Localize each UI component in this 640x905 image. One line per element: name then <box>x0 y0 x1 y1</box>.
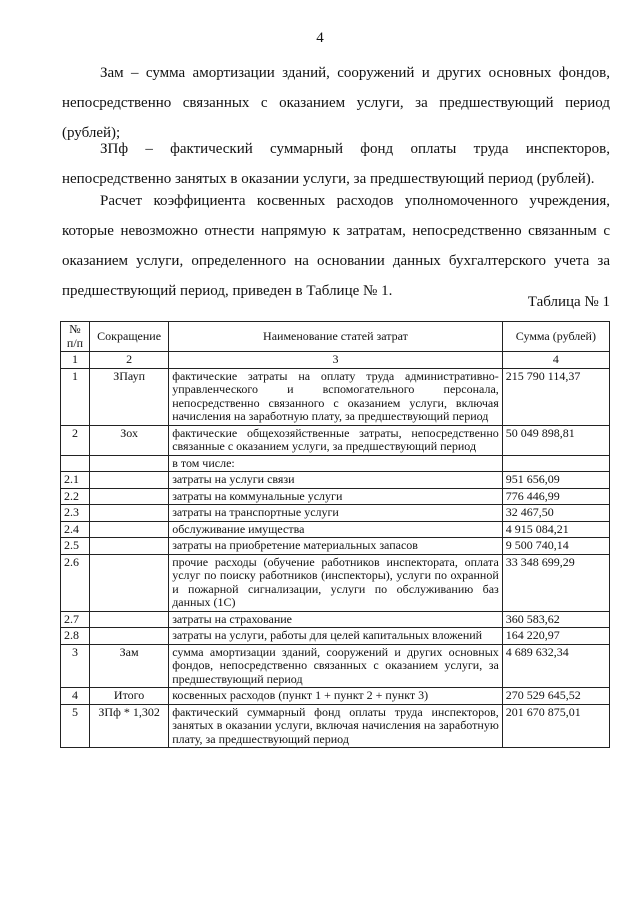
cell-abbreviation <box>90 628 169 645</box>
cell-num: 2.3 <box>61 505 90 522</box>
cost-table <box>60 321 610 748</box>
page-number: 4 <box>316 30 324 46</box>
cell-num: 1 <box>61 368 90 425</box>
cell-sum: 9 500 740,14 <box>502 538 609 555</box>
table-header-row <box>61 322 610 352</box>
cell-sum: 33 348 699,29 <box>502 554 609 611</box>
cell-cost-name: фактический суммарный фонд оплаты труда инспекторов, занятых в оказании услуги, включая начисления на заработную плату, за предшествующий период <box>169 704 503 748</box>
paragraph-calculation-note: Расчет коэффициента косвенных расходов уполномоченного учреждения, которые невозможно отнести напрямую к затратам, непосредственно связанным с оказанием услуги, определенного на основании данных бухгалтерского учета за предшествующий период, приведен в Таблице № 1. <box>62 193 610 299</box>
cell-num: 5 <box>61 704 90 748</box>
cell-abbreviation <box>90 455 169 472</box>
table-row <box>61 472 610 489</box>
table-row <box>61 425 610 455</box>
cell-abbreviation <box>90 538 169 555</box>
cell-num: 2 <box>61 425 90 455</box>
column-index-row <box>61 352 610 369</box>
cell-num: 2.1 <box>61 472 90 489</box>
cell-abbreviation: ЗПауп <box>90 368 169 425</box>
cell-abbreviation: Итого <box>90 688 169 705</box>
cell-sum: 50 049 898,81 <box>502 425 609 455</box>
header-abbreviation: Сокращение <box>90 322 169 352</box>
cell-sum: 4 915 084,21 <box>502 521 609 538</box>
cell-cost-name: прочие расходы (обучение работников инспектората, оплата услуг по поиску работников (инспекторы), услуги по охранной и пожарной сигнализации, услуги по обслуживанию баз данных (1С) <box>169 554 503 611</box>
cell-abbreviation: Зох <box>90 425 169 455</box>
header-num: № п/п <box>61 322 90 352</box>
cell-abbreviation: ЗПф * 1,302 <box>90 704 169 748</box>
cell-sum: 201 670 875,01 <box>502 704 609 748</box>
cell-num: 2.2 <box>61 488 90 505</box>
cell-abbreviation <box>90 521 169 538</box>
table-row <box>61 554 610 611</box>
table-row <box>61 521 610 538</box>
cell-cost-name: затраты на услуги, работы для целей капитальных вложений <box>169 628 503 645</box>
cell-num <box>61 455 90 472</box>
table-row <box>61 505 610 522</box>
paragraph-zpf-definition: ЗПф – фактический суммарный фонд оплаты труда инспекторов, непосредственно занятых в оказании услуги, за предшествующий период (рублей). <box>62 141 610 187</box>
cell-cost-name: затраты на приобретение материальных запасов <box>169 538 503 555</box>
table-row <box>61 368 610 425</box>
table-row <box>61 688 610 705</box>
table-caption: Таблица № 1 <box>527 294 610 310</box>
index-cell: 1 <box>61 352 90 369</box>
index-cell: 4 <box>502 352 609 369</box>
cell-cost-name: затраты на услуги связи <box>169 472 503 489</box>
index-cell: 2 <box>90 352 169 369</box>
cell-abbreviation <box>90 554 169 611</box>
cell-sum: 360 583,62 <box>502 611 609 628</box>
header-sum: Сумма (рублей) <box>502 322 609 352</box>
header-cost-name: Наименование статей затрат <box>169 322 503 352</box>
cell-num: 2.7 <box>61 611 90 628</box>
cell-cost-name: обслуживание имущества <box>169 521 503 538</box>
table-row <box>61 628 610 645</box>
table-row <box>61 455 610 472</box>
cell-num: 2.5 <box>61 538 90 555</box>
cell-num: 2.6 <box>61 554 90 611</box>
cell-sum: 951 656,09 <box>502 472 609 489</box>
table-row <box>61 611 610 628</box>
cell-sum: 164 220,97 <box>502 628 609 645</box>
cell-sum <box>502 455 609 472</box>
cell-abbreviation <box>90 505 169 522</box>
cell-num: 4 <box>61 688 90 705</box>
cell-num: 2.8 <box>61 628 90 645</box>
cell-abbreviation <box>90 472 169 489</box>
paragraph-zam-definition: Зам – сумма амортизации зданий, сооружений и других основных фондов, непосредственно связанных с оказанием услуги, за предшествующий период (рублей); <box>62 65 610 141</box>
cell-cost-name: затраты на коммунальные услуги <box>169 488 503 505</box>
cell-cost-name: затраты на транспортные услуги <box>169 505 503 522</box>
table-row <box>61 488 610 505</box>
cell-cost-name: фактические затраты на оплату труда административно-управленческого и вспомогательного персонала, непосредственно связанного с оказанием услуги, включая начисления на заработную плату, за предшествующий период <box>169 368 503 425</box>
table-row <box>61 644 610 688</box>
cell-cost-name: затраты на страхование <box>169 611 503 628</box>
cell-sum: 776 446,99 <box>502 488 609 505</box>
cell-sum: 270 529 645,52 <box>502 688 609 705</box>
table-row <box>61 704 610 748</box>
cell-cost-name: в том числе: <box>169 455 503 472</box>
index-cell: 3 <box>169 352 503 369</box>
cell-abbreviation: Зам <box>90 644 169 688</box>
cell-abbreviation <box>90 488 169 505</box>
cell-num: 2.4 <box>61 521 90 538</box>
cell-abbreviation <box>90 611 169 628</box>
table-row <box>61 538 610 555</box>
cell-num: 3 <box>61 644 90 688</box>
cell-cost-name: косвенных расходов (пункт 1 + пункт 2 + пункт 3) <box>169 688 503 705</box>
cell-sum: 215 790 114,37 <box>502 368 609 425</box>
cell-cost-name: сумма амортизации зданий, сооружений и других основных фондов, непосредственно связанных с оказанием услуги, за предшествующий период <box>169 644 503 688</box>
cell-sum: 4 689 632,34 <box>502 644 609 688</box>
cell-sum: 32 467,50 <box>502 505 609 522</box>
cell-cost-name: фактические общехозяйственные затраты, непосредственно связанные с оказанием услуги, за предшествующий период <box>169 425 503 455</box>
